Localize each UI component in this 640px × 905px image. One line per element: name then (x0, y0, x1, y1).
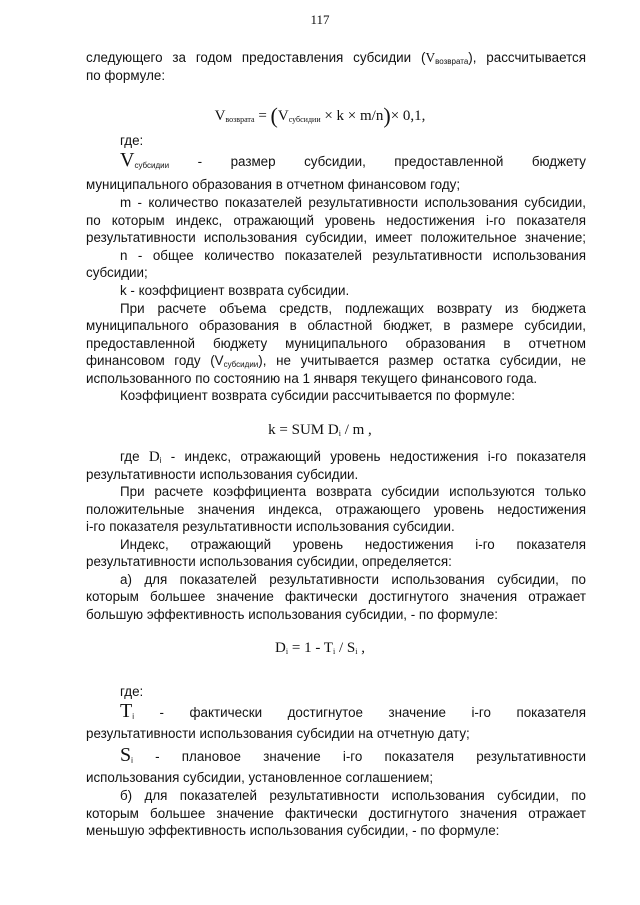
paragraph-line: k - коэффициент возврата субсидии. (120, 283, 350, 298)
paragraph-line: которым большее значение фактически достигнутого значения отражает (86, 589, 586, 604)
word: показателя (516, 705, 586, 720)
definition-line (120, 700, 586, 725)
subscript: i (132, 712, 134, 721)
formula-text: = 1 - T (288, 640, 333, 656)
paragraph-line: использованного по состоянию на 1 января текущего финансового года. (86, 371, 538, 386)
variable: V (277, 108, 289, 124)
paragraph-line: Коэффициент возврата субсидии рассчитывается по формуле: (120, 388, 515, 403)
variable: V (120, 149, 135, 171)
paragraph-line: При расчете объема средств, подлежащих возврату из бюджета (120, 301, 586, 316)
formula-k (0, 422, 640, 439)
paragraph-line (86, 50, 586, 70)
text: финансовом году (V (86, 353, 224, 368)
paragraph-line: результативности использования субсидии, имеет положительное значение; (86, 230, 586, 245)
paragraph-line: предоставленной бюджету муниципального образования в отчетном (86, 336, 586, 351)
definition-line (120, 149, 586, 174)
word: значение (388, 705, 446, 720)
paragraph-line: i-го показателя результативности использования субсидии. (86, 519, 455, 534)
subscript: i (355, 647, 358, 656)
subscript: i (285, 647, 289, 656)
operator: × k × m/n (320, 108, 384, 124)
word: результативности (476, 749, 586, 764)
paragraph-line: большую эффективность использования субсидии, - по формуле: (86, 607, 498, 622)
word: размер (230, 154, 276, 169)
operator: × 0,1, (390, 108, 426, 124)
definition-line (120, 449, 586, 469)
paragraph-line: муниципального образования в отчетном финансовом году; (86, 177, 461, 192)
operator: = (254, 108, 271, 124)
subscript: i (338, 429, 341, 438)
text: следующего за годом предоставления субсидии ( (86, 50, 426, 65)
formula-text: / S (335, 640, 356, 656)
paragraph-line: которым большее значение фактически достигнутого значения отражает (86, 806, 586, 821)
formula-d-increasing (0, 640, 640, 657)
subscript: возврата (435, 57, 469, 66)
paragraph-line: меньшую эффективность использования субсидии, - по формуле: (86, 823, 500, 838)
paren: ( (270, 103, 278, 128)
paragraph-line: результативности использования субсидии, определяется: (86, 554, 452, 569)
dash: - (197, 154, 203, 169)
variable: V (425, 50, 436, 65)
word: субсидии, (304, 154, 366, 169)
text: - индекс, отражающий уровень недостижения i-го показателя (170, 449, 586, 464)
paragraph-line: по формуле: (86, 68, 166, 83)
text: ), не учитывается размер остатка субсидии, не (258, 353, 586, 368)
paragraph-line: n - общее количество показателей результативности использования (120, 248, 586, 263)
paragraph-line: а) для показателей результативности использования субсидии, по (120, 572, 586, 587)
paragraph-line: Индекс, отражающий уровень недостижения i-го показателя (120, 537, 586, 552)
paragraph-line: результативности использования субсидии. (86, 467, 359, 482)
dash: - (155, 749, 160, 764)
word: i-го (342, 749, 363, 764)
page-number: 117 (310, 12, 330, 27)
word: i-го (471, 705, 491, 720)
variable: V (214, 108, 226, 124)
paren: ) (383, 103, 391, 128)
paragraph-line: положительные значения индекса, отражающего уровень недостижения (86, 502, 586, 517)
paragraph-line (86, 353, 586, 373)
where-label: где: (120, 684, 144, 699)
paragraph-line: муниципального образования в областной бюджет, в размере субсидии, (86, 318, 586, 333)
paragraph-line: m - количество показателей результативности использования субсидии, (120, 195, 586, 210)
paragraph-line: использования субсидии, установленное соглашением; (86, 770, 434, 785)
subscript: субсидии (288, 115, 321, 124)
paragraph-line: б) для показателей результативности использования субсидии, по (120, 788, 586, 803)
formula-text: k = SUM D (268, 422, 339, 438)
formula-text: , (357, 640, 365, 656)
word: достигнутое (287, 705, 363, 720)
variable: D (148, 449, 160, 465)
word: предоставленной (394, 154, 504, 169)
subscript: субсидии (223, 360, 259, 369)
variable: T (120, 700, 133, 722)
subscript: субсидии (134, 161, 170, 170)
variable: S (120, 744, 132, 766)
paragraph-line: по которым индекс, отражающий уровень недостижения i-го показателя (86, 213, 586, 228)
text: ), рассчитывается (468, 50, 587, 65)
dash: - (159, 705, 164, 720)
word: бюджету (531, 154, 586, 169)
word: значение (263, 749, 321, 764)
subscript: i (131, 756, 133, 765)
word: фактически (189, 705, 263, 720)
formula-v-vozvrata (0, 103, 640, 129)
variable: D (275, 640, 286, 656)
subscript: i (332, 647, 336, 656)
word: показателя (384, 749, 455, 764)
paragraph-line: При расчете коэффициента возврата субсидии используются только (120, 484, 586, 499)
subscript: возврата (225, 115, 255, 124)
definition-line (120, 744, 586, 769)
word: плановое (181, 749, 241, 764)
formula-text: / m , (340, 422, 372, 438)
paragraph-line: субсидии; (86, 265, 148, 280)
word: где (120, 449, 140, 464)
subscript: i (159, 456, 162, 465)
paragraph-line: результативности использования субсидии на отчетную дату; (86, 726, 470, 741)
where-label: где: (120, 133, 144, 148)
